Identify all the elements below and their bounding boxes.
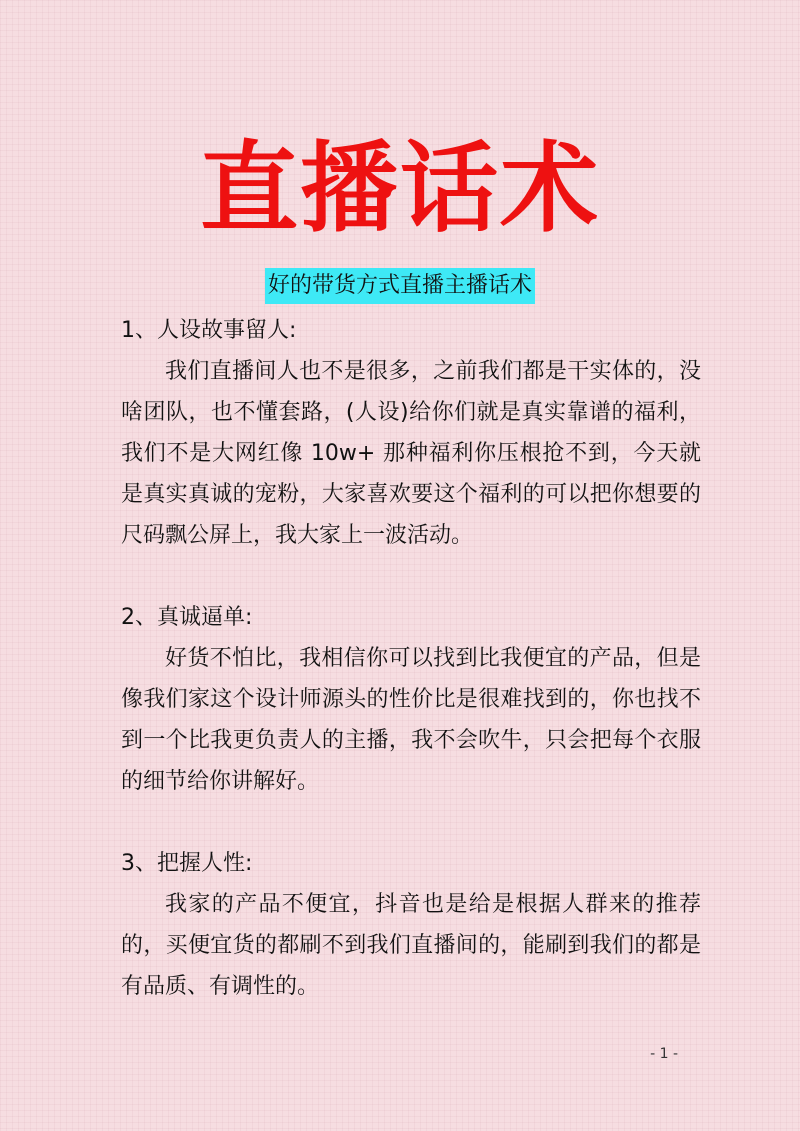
section-paragraph: 我家的产品不便宜，抖音也是给是根据人群来的推荐的，买便宜货的都刷不到我们直播间的，能刷到我们的都是有品质、有调性的。 — [121, 892, 701, 999]
subtitle-container — [0, 268, 800, 304]
subtitle-highlight: 好的带货方式直播主播话术 — [265, 268, 535, 304]
section-sincere-closing — [121, 597, 701, 802]
page-number: - 1 - — [650, 1046, 678, 1062]
document-body — [121, 310, 701, 1007]
section-paragraph: 好货不怕比，我相信你可以找到比我便宜的产品，但是像我们家这个设计师源头的性价比是很难找到的，你也找不到一个比我更负责人的主播，我不会吹牛，只会把每个衣服的细节给你讲解好。 — [121, 646, 701, 794]
section-heading: 3、把握人性: — [121, 851, 253, 876]
page-title: 直播话术 — [199, 132, 600, 246]
section-human-nature — [121, 843, 701, 1007]
section-heading: 2、真诚逼单: — [121, 605, 253, 630]
section-paragraph: 我们直播间人也不是很多，之前我们都是干实体的，没啥团队，也不懂套路，(人设)给你们就是真实靠谱的福利，我们不是大网红像 10w+ 那种福利你压根抢不到，今天就是真实真诚的宠粉，大家喜欢要这个福利的可以把你想要的尺码飘公屏上，我大家上一波活动。 — [121, 359, 701, 548]
section-persona-story — [121, 310, 701, 556]
section-heading: 1、人设故事留人: — [121, 318, 297, 343]
